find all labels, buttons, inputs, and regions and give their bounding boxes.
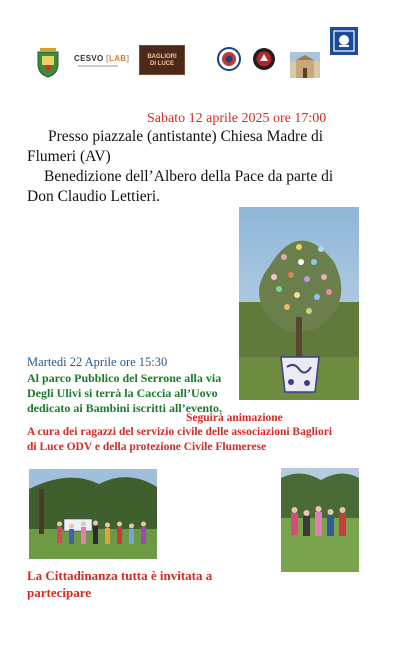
logo-round-dark: [252, 47, 276, 71]
event2-line1: Al parco Pubblico del Serrone alla via: [27, 371, 222, 385]
event1-blessing-line2: Don Claudio Lettieri.: [27, 188, 161, 205]
cesvo-lab-text: LAB: [109, 54, 127, 63]
logo-flumeri-crest: [35, 48, 61, 78]
event2-credits-line2: di Luce ODV e della protezione Civile Flumerese: [27, 441, 267, 453]
event1-date-time: Sabato 12 aprile 2025 ore 17:00: [147, 111, 327, 126]
peace-tree-photo: [239, 207, 359, 400]
event1-location-line2: Flumeri (AV): [27, 148, 111, 165]
event2-line2: Degli Ulivi si terrà la Caccia all’Uovo: [27, 386, 218, 400]
children-group-photo: [29, 469, 157, 559]
bagliori-line1: BAGLIORI: [147, 54, 177, 60]
event2-followup: Seguirà animazione: [186, 412, 283, 424]
bagliori-line2: DI LUCE: [150, 61, 174, 67]
closing-line2: partecipare: [27, 585, 92, 600]
logo-church-photo: [290, 52, 320, 78]
event2-credits-line1: A cura dei ragazzi del servizio civile delle associazioni Bagliori: [27, 426, 333, 438]
event1-location-line1: Presso piazzale (antistante) Chiesa Madre di: [48, 128, 324, 145]
logo-blue-badge: [330, 27, 358, 55]
event2-line3: dedicato ai Bambini iscritti all’evento.: [27, 401, 222, 415]
logo-cesvo: CESVO [LAB]: [74, 54, 122, 72]
event2-date-time: Martedì 22 Aprile ore 15:30: [27, 355, 168, 369]
closing-line1: La Cittadinanza tutta è invitata a: [27, 568, 213, 583]
event1-blessing-line1: Benedizione dell’Albero della Pace da parte di: [44, 168, 334, 185]
logo-bagliori-di-luce: [139, 45, 185, 75]
logo-round-blue: [217, 47, 241, 71]
egg-hunt-photo: [281, 468, 359, 572]
cesvo-text: CESVO: [74, 54, 104, 63]
